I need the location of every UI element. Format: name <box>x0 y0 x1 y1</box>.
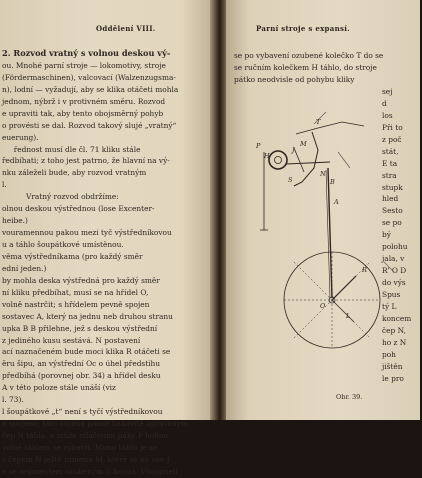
valve-gear-figure <box>234 112 420 362</box>
margin-fragment: los <box>382 110 393 120</box>
text-line: u a táhlo šoupátkové umístěnou. <box>2 240 124 249</box>
margin-fragment: koncem <box>382 313 412 323</box>
text-line: ředbíhati; z toho jest patrno, že hlavní na vý- <box>2 156 170 166</box>
text-line: ací naznačeném bude moci klika R otáčeti se <box>2 347 171 357</box>
text-line: by mohla deska výstředná pro každý směr <box>2 275 160 285</box>
figure-letter: M <box>300 140 307 148</box>
margin-fragment: E ta <box>382 158 398 168</box>
margin-fragment: jala, v <box>382 254 405 264</box>
text-line: ní kliku předbíhat, musí se na hřídel O, <box>2 287 149 297</box>
text-line: se ručním kolečkem H táhlo, do stroje <box>234 62 377 72</box>
text-line <box>234 444 420 456</box>
text-line: nku záleželi bude, aby rozvod vratným <box>2 168 147 178</box>
margin-fragment: z poč <box>382 134 402 144</box>
figure-letter: S <box>288 176 293 184</box>
figure-letter: A <box>334 198 339 206</box>
text-line: heibe.) <box>2 216 28 226</box>
figure-lines <box>260 112 394 348</box>
margin-fragment: jištěn <box>382 361 403 371</box>
text-line: věma výstředníkama (pro každý směr <box>2 251 143 261</box>
text-line <box>234 384 420 396</box>
margin-fragment: stát, <box>382 146 399 156</box>
right-page <box>226 0 420 420</box>
text-line: jednom, nýbrž i v protivném směru. Rozvod <box>2 96 166 106</box>
margin-fragment: stupk <box>382 182 403 192</box>
text-line: (Fördermaschinen), valcovací (Walzenzugsma- <box>2 72 176 82</box>
margin-fragment: tý L <box>382 301 397 311</box>
text-line <box>234 396 420 408</box>
margin-fragment: do výs <box>382 278 406 287</box>
figure-letter: O <box>320 302 326 310</box>
margin-fragment: d <box>382 98 387 108</box>
text-line: řednost musí dle čl. 71 kliku stále <box>2 144 141 154</box>
figure-letter: B <box>330 178 335 186</box>
text-line: předbíhá (porovnej obr. 34) a hřídel desku <box>2 371 161 381</box>
text-line: 2. Rozvod vratný s volnou deskou vý- <box>2 48 171 58</box>
figure-letter: R <box>362 266 367 274</box>
text-line: A v této poloze stále unáší (viz <box>2 383 116 393</box>
margin-fragment: čep N, <box>382 325 406 335</box>
text-line: e upraviti tak, aby tento obojsměrný pohyb <box>2 108 164 118</box>
figure-labels <box>255 118 367 320</box>
text-line: volně táhlem se vybavit. Mimo táhlo je ze <box>2 442 158 452</box>
figure-letter: L <box>346 312 351 320</box>
text-line: Vratný rozvod obdržíme: <box>26 192 119 202</box>
margin-fragment: polohu <box>382 242 408 252</box>
text-line: o provésti se dal. Rozvod takový slujé „vratný“ <box>2 120 177 130</box>
text-line: sostavec A, který na jednu neb druhou stranu <box>2 311 173 321</box>
margin-fragment: ho z N <box>382 337 407 347</box>
margin-fragment: R’ O D <box>382 266 407 276</box>
text-line: é se segmentem ozubeným S houpá. Všoupneli <box>2 466 178 476</box>
text-line <box>234 420 420 432</box>
margin-fragment: stra <box>382 170 397 180</box>
text-line: é spojeno; tato objímá pouze hákovitě upraveným <box>2 419 188 429</box>
figure-letter: H <box>264 152 270 160</box>
text-line: l šoupátkové „t“ není s tyčí výstředníkovou <box>2 407 163 417</box>
text-line: l. <box>2 180 7 190</box>
text-line: z jediného kusu sestává. N postavení <box>2 335 141 345</box>
text-line: pátko neodvisle od pohybu kliky <box>234 74 355 84</box>
text-line: ěru šipu, an výstřední Oc o úhel předstihu <box>2 359 161 369</box>
text-line: olnou deskou výstřednou (lose Excenter- <box>2 204 155 214</box>
margin-fragment: Spus <box>382 289 401 299</box>
text-line: se po vybavení ozubené kolečko T do se <box>234 51 384 60</box>
text-line: ední jeden.) <box>2 263 47 273</box>
margin-fragment: le pro <box>382 373 404 383</box>
text-line: ou. Mnohé parní stroje — lokomotivy, stroje <box>2 60 166 70</box>
margin-fragment: Sesto <box>382 206 403 216</box>
left-page-header: Oddělení VIII. <box>96 24 156 33</box>
figure-caption: Obr. 39. <box>336 393 363 401</box>
text-line <box>234 432 420 444</box>
margin-fragment: hled <box>382 194 399 204</box>
text-line <box>234 408 420 420</box>
margin-fragment: sej <box>382 87 393 96</box>
text-line: čep N táhla, a může stlačením páky P hobou <box>2 431 169 440</box>
text-line: euerung). <box>2 132 39 142</box>
margin-fragment: Při to <box>382 122 403 132</box>
figure-letter: T <box>316 118 321 126</box>
figure-letter: N <box>320 170 326 178</box>
text-line: s čepem N ještě ramenu M, které se na ose J <box>2 454 170 464</box>
figure-letter: P <box>256 142 261 150</box>
text-line: l. 73). <box>2 395 24 405</box>
margin-fragment: se po <box>382 218 402 228</box>
left-page-text <box>2 48 210 478</box>
text-line: volně nastrčit; s hřídelem pevně spojen <box>2 299 150 309</box>
right-page-header: Parní stroje s expansí. <box>256 24 350 33</box>
figure-letter: J <box>292 146 295 154</box>
margin-fragment: bý <box>382 230 391 240</box>
margin-fragment: poh <box>382 349 396 359</box>
text-line <box>234 456 420 468</box>
text-line: n), lodní — vyžadují, aby se klika otáčeti mohla <box>2 84 179 94</box>
text-line: vouramennou pakou mezi tyč výstředníkovou <box>2 228 172 238</box>
text-line: upka B B přilehne, jež s deskou výstřední <box>2 323 158 333</box>
